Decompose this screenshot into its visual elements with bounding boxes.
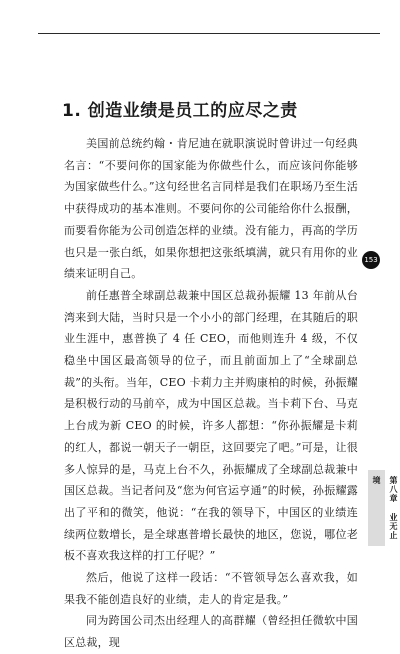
chapter-tab-label: 第八章 业无止境 <box>372 476 398 540</box>
body-text <box>64 124 358 654</box>
page-number-badge: 153 <box>362 251 380 269</box>
chapter-tab <box>368 470 398 546</box>
paragraph: 前任惠普全球副总裁兼中国区总裁孙振耀 13 年前从台湾来到大陆，当时只是一个小小的部门经理，在其随后的职业生涯中，惠普换了 4 任 CEO，而他则连升 4 级，不仅稳坐中国区最高领导的位子，而且前面加上了“全球副总裁”的头衔。当年，CEO 卡莉力主并购康柏的时候，孙振耀是积极行动的马前卒，成为中国区总裁。当卡莉下台、马克上台成为新 CEO 的时候，许多人都想：“你孙振耀是卡莉的红人，都说一朝天子一朝臣，这回要完了吧。”可是，让很多人惊异的是，马克上台不久，孙振耀成了全球副总裁兼中国区总裁。当记者问及“您为何官运亨通”的时候，孙振耀露出了平和的微笑，他说：“在我的领导下，中国区的业绩连续两位数增长，是全球惠普增长最快的地区，您说，哪位老板不喜欢我这样的打工仔呢？” <box>64 288 358 563</box>
header-rule <box>38 33 380 34</box>
paragraph: 同为跨国公司杰出经理人的高群耀（曾经担任微软中国区总裁，现 <box>64 614 358 650</box>
paragraph: 美国前总统约翰・肯尼迪在就职演说时曾讲过一句经典名言：“不要问你的国家能为你做些什么，而应该问你能够为国家做些什么。”这句经世名言同样是我们在职场乃至生活中获得成功的基本准则。不要问你的公司能给你什么报酬，而要看你能为公司创造怎样的业绩。没有能力，再高的学历也只是一张白纸，如果你想把这张纸填满，就只有用你的业绩来证明自己。 <box>64 137 358 281</box>
section-heading: 1. 创造业绩是员工的应尽之责 <box>62 101 298 121</box>
paragraph: 然后，他说了这样一段话：“不管领导怎么喜欢我，如果我不能创造良好的业绩，走人的肯定是我。” <box>64 571 358 606</box>
